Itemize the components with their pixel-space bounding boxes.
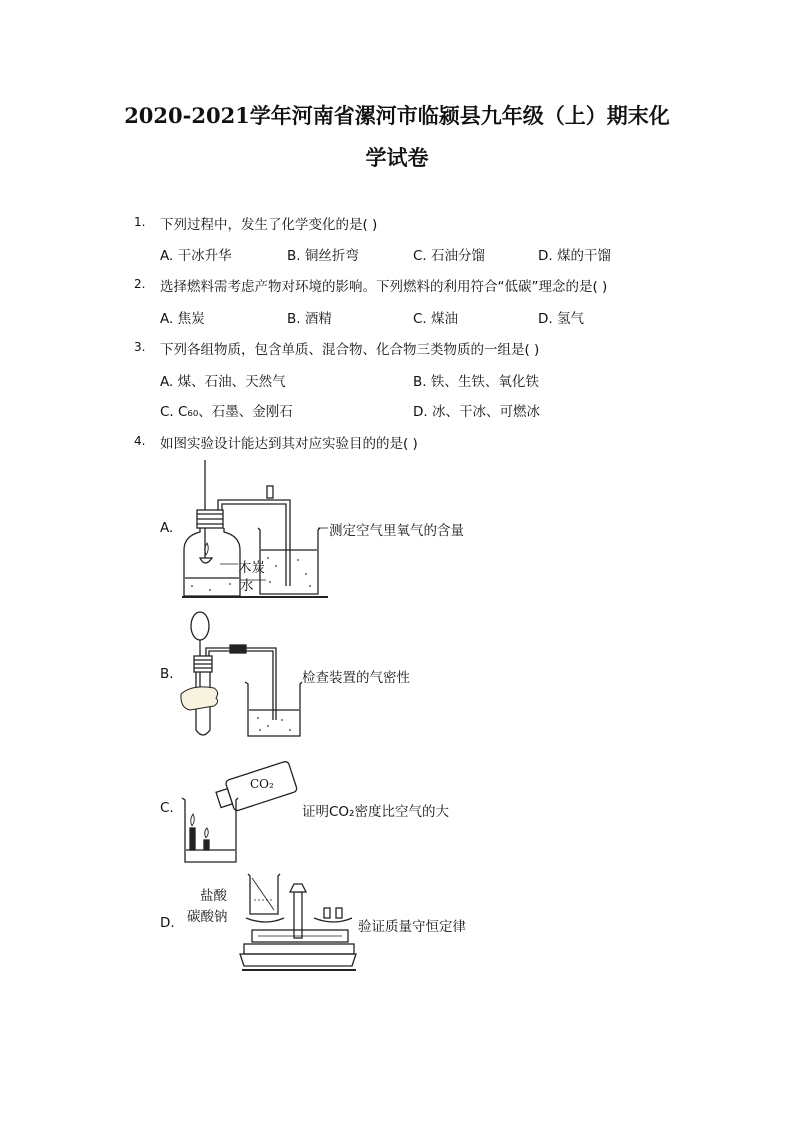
figure-c-caption: 证明CO₂密度比空气的大 [302,804,449,820]
exam-title-line1: 2020-2021学年河南省漯河市临颍县九年级（上）期末化 [124,103,670,128]
figure-a-apparatus [180,458,330,600]
figure-c-apparatus [180,758,300,864]
question-2-option-a[interactable]: A. 焦炭 [160,311,205,327]
question-3-number: 3. [134,340,146,354]
question-4-option-b[interactable]: B. [160,666,174,682]
question-1-text: 下列过程中，发生了化学变化的是( ) [160,217,378,233]
question-1-option-c[interactable]: C. 石油分馏 [413,248,486,264]
question-2-number: 2. [134,277,146,291]
question-4-number: 4. [134,434,146,448]
question-3-text: 下列各组物质，包含单质、混合物、化合物三类物质的一组是( ) [160,342,540,358]
figure-d-label-acid: 盐酸 [200,888,227,904]
figure-a-caption: 测定空气里氧气的含量 [329,523,464,539]
figure-a-label-charcoal: 木炭 [238,560,265,576]
question-2-text: 选择燃料需考虑产物对环境的影响。下列燃料的利用符合“低碳”理念的是( ) [160,279,608,295]
question-3-option-b[interactable]: B. 铁、生铁、氧化铁 [413,374,539,390]
question-2-option-c[interactable]: C. 煤油 [413,311,459,327]
figure-b-apparatus [178,610,303,742]
question-4-option-c[interactable]: C. [160,800,174,816]
question-3-option-c[interactable]: C. C₆₀、石墨、金刚石 [160,404,293,420]
figure-b-caption: 检查装置的气密性 [302,670,410,686]
question-1-option-d[interactable]: D. 煤的干馏 [538,248,611,264]
figure-c-bottle-label: CO₂ [250,777,274,791]
question-1-option-a[interactable]: A. 干冰升华 [160,248,232,264]
question-4-text: 如图实验设计能达到其对应实验目的的是( ) [160,436,418,452]
exam-title-line2: 学试卷 [365,145,429,170]
figure-a-label-water: 水 [240,578,254,594]
figure-d-caption: 验证质量守恒定律 [358,919,466,935]
question-3-option-d[interactable]: D. 冰、干冰、可燃冰 [413,404,540,420]
question-2-option-b[interactable]: B. 酒精 [287,311,332,327]
question-4-option-d[interactable]: D. [160,915,175,931]
figure-d-apparatus [238,870,358,972]
question-1-number: 1. [134,215,146,229]
figure-d-label-carbonate: 碳酸钠 [187,909,228,925]
question-4-option-a[interactable]: A. [160,520,174,536]
question-2-option-d[interactable]: D. 氢气 [538,311,584,327]
question-1-option-b[interactable]: B. 铜丝折弯 [287,248,359,264]
question-3-option-a[interactable]: A. 煤、石油、天然气 [160,374,286,390]
